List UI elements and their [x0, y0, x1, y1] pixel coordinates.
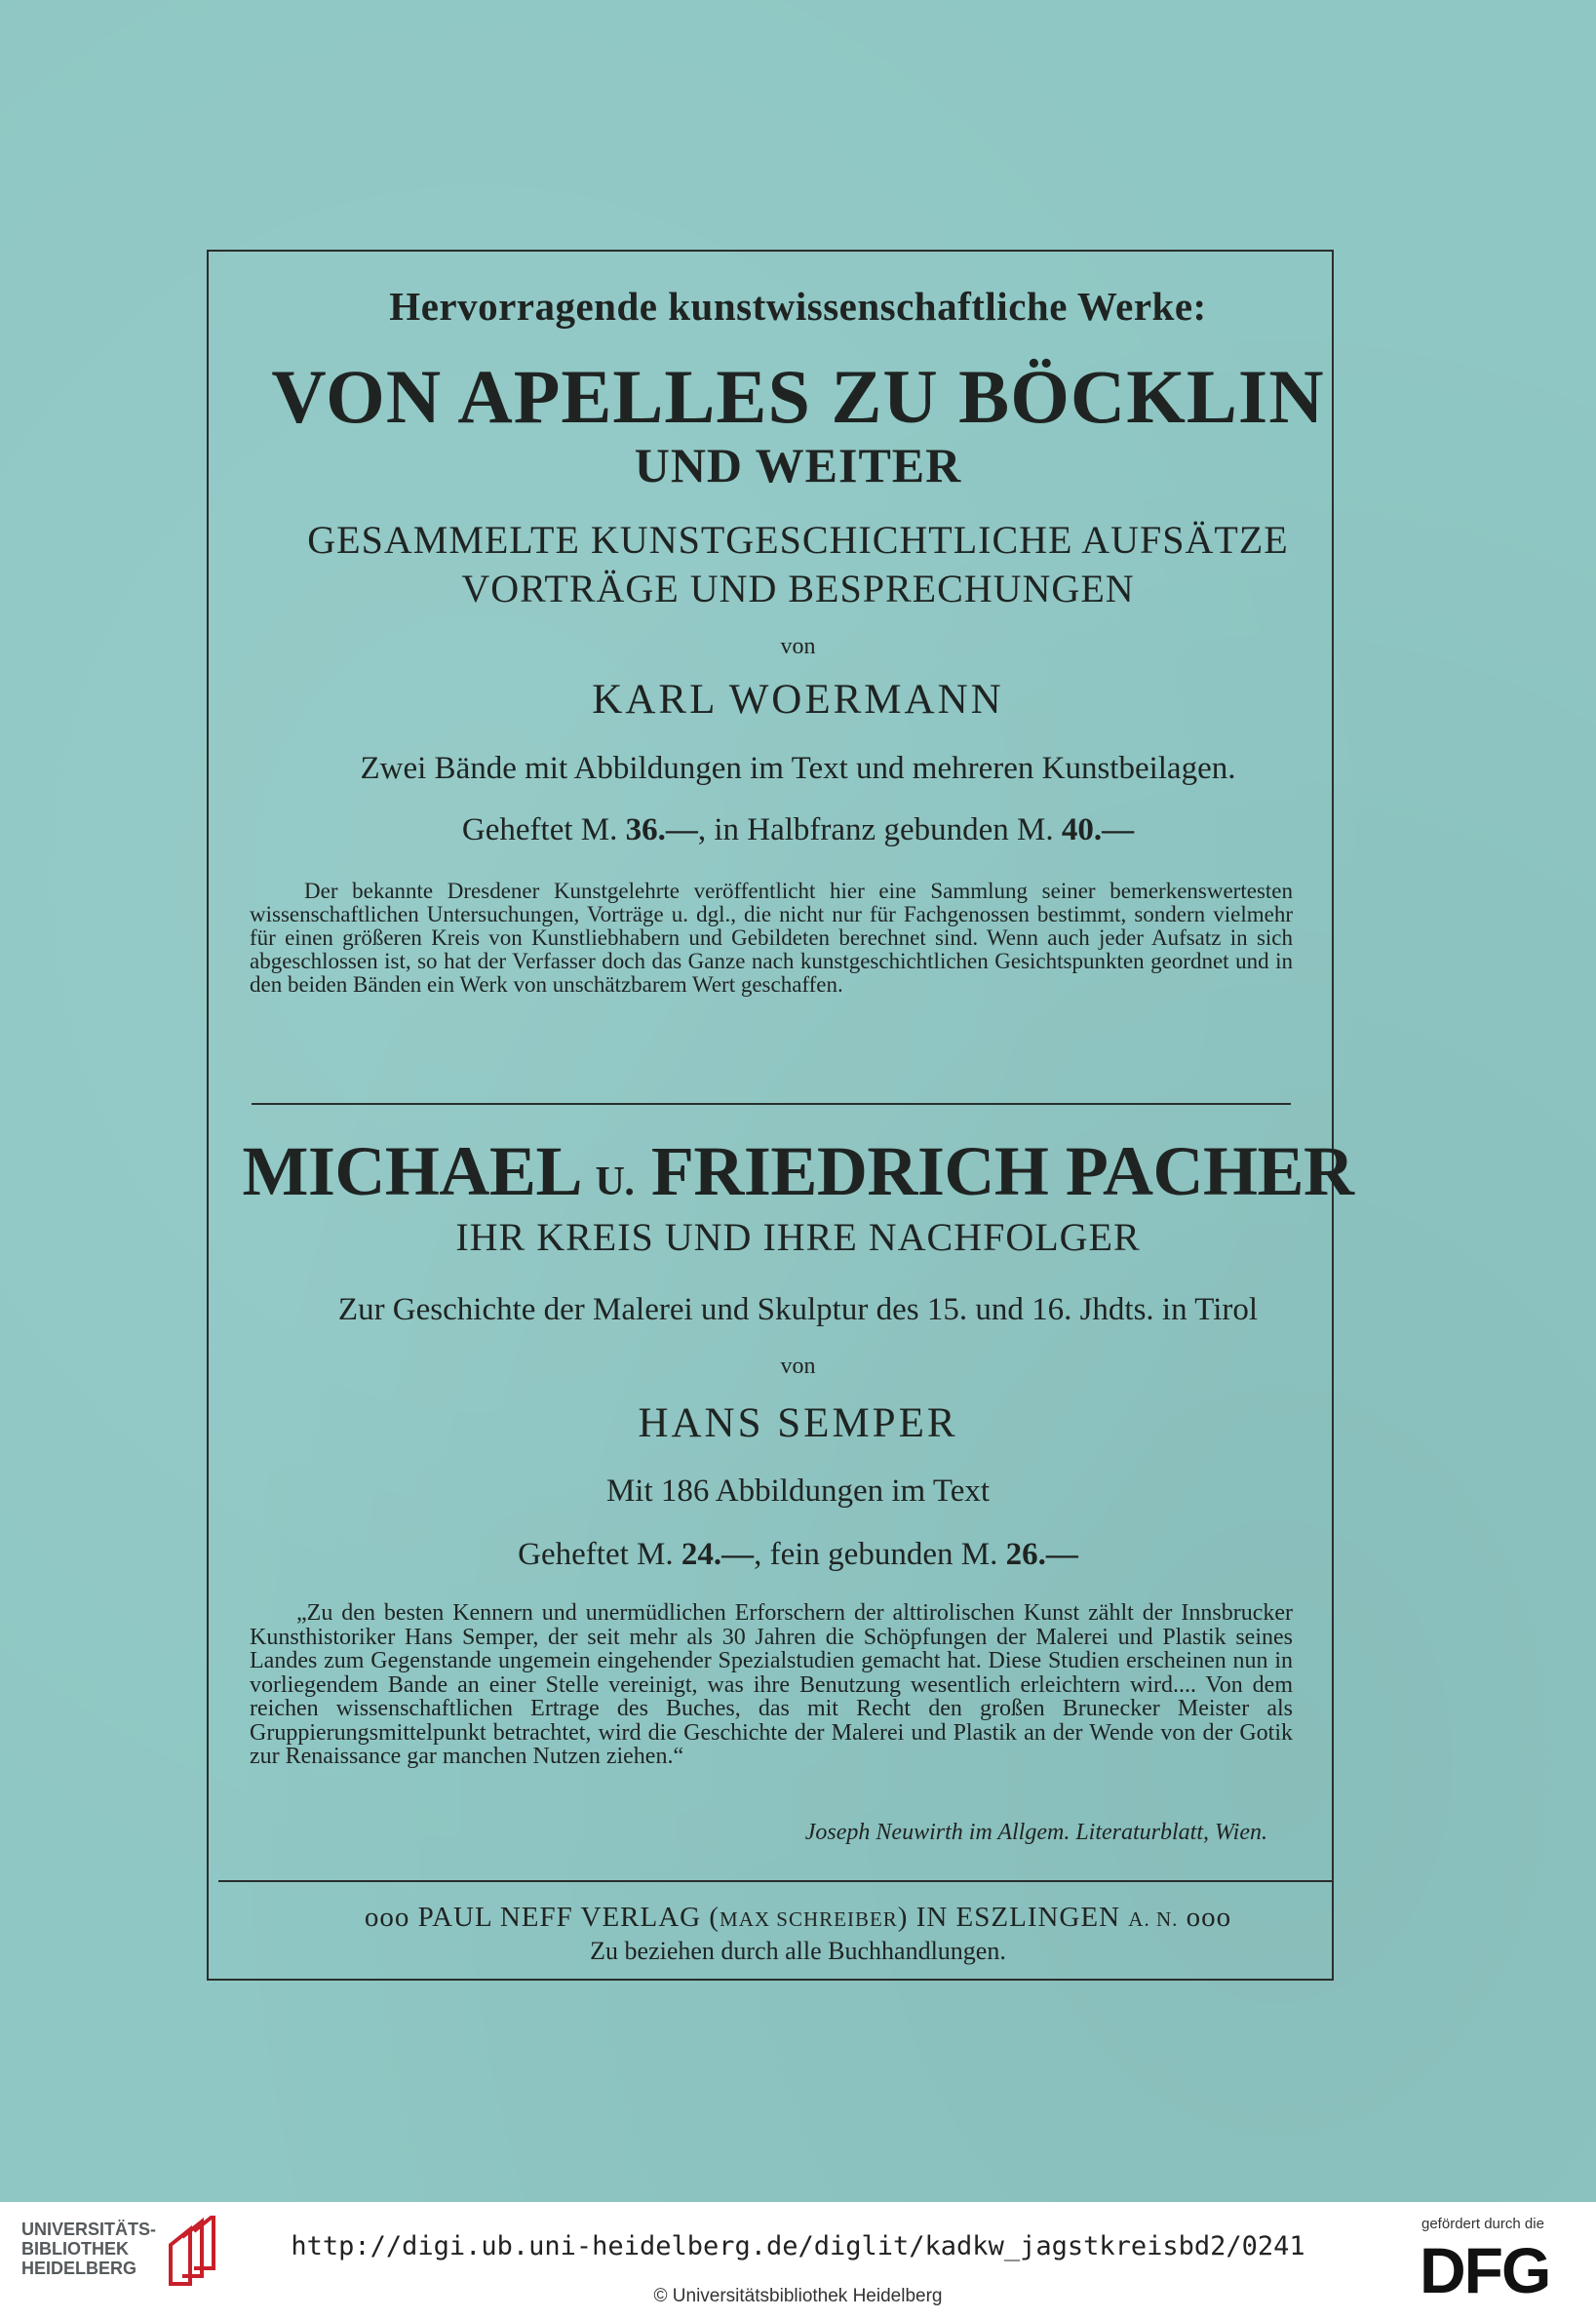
book2-title: MICHAEL U. FRIEDRICH PACHER	[242, 1132, 1354, 1210]
library-name: UNIVERSITÄTS- BIBLIOTHEK HEIDELBERG	[21, 2220, 157, 2278]
permalink-url[interactable]: http://digi.ub.uni-heidelberg.de/diglit/kadkw_jagstkreisbd2/0241	[291, 2231, 1305, 2261]
book1-title: VON APELLES ZU BÖCKLIN	[271, 354, 1325, 439]
book1-price: Geheftet M. 36.—, in Halbfranz gebunden M. 40.—	[461, 812, 1135, 847]
ad-headline: Hervorragende kunstwissenschaftliche Werke:	[389, 284, 1207, 329]
book2-title-continuation: IHR KREIS UND IHRE NACHFOLGER	[455, 1215, 1141, 1259]
section-divider	[252, 1103, 1291, 1105]
book2-review-quote: „Zu den besten Kennern und unermüdlichen Erforschern der alttirolischen Kunst zählt der Innsbrucker Kunsthistoriker Hans Semper, der seit mehr als 30 Jahren die Schöpfungen der Malerei und Plastik seines Landes zum Gegenstande ungemein eingehender Spezialstudien gemacht hat. Diese Studien erscheinen nun in vorliegendem Bande an einer Stelle vereinigt, was ihre Benutzung wesentlich erleichtern wird.... Von dem reichen wissenschaftlichen Ertrage des Buches, das mit Recht den großen Brunecker Meister als Gruppierungsmittelpunkt betrachtet, wird die Geschichte der Malerei und Plastik an der Wende von der Gotik zur Renaissance gar manchen Nutzen ziehen.“	[250, 1600, 1293, 1769]
book2-subtitle: Zur Geschichte der Malerei und Skulptur des 15. und 16. Jhdts. in Tirol	[337, 1292, 1259, 1327]
copyright-notice: © Universitätsbibliothek Heidelberg	[653, 2286, 943, 2306]
book2-price: Geheftet M. 24.—, fein gebunden M. 26.—	[518, 1537, 1078, 1572]
book1-subtitle-line2: VORTRÄGE UND BESPRECHUNGEN	[461, 567, 1135, 610]
funding-caption: gefördert durch die	[1421, 2216, 1544, 2232]
book1-by: von	[780, 634, 816, 659]
book1-subtitle-line1: GESAMMELTE KUNSTGESCHICHTLICHE AUFSÄTZE	[307, 518, 1289, 562]
availability-note: Zu beziehen durch alle Buchhandlungen.	[590, 1937, 1006, 1965]
book1-volumes: Zwei Bände mit Abbildungen im Text und mehreren Kunstbeilagen.	[360, 751, 1236, 786]
publisher-line: ooo PAUL NEFF VERLAG (MAX SCHREIBER) IN ESZLINGEN A. N. ooo	[364, 1902, 1232, 1933]
book2-quote-source: Joseph Neuwirth im Allgem. Literaturblatt, Wien.	[804, 1820, 1267, 1845]
digitization-footer	[0, 2202, 1596, 2319]
book2-illustrations: Mit 186 Abbildungen im Text	[605, 1474, 991, 1509]
book1-description: Der bekannte Dresdener Kunstgelehrte veröffentlicht hier eine Sammlung seiner bemerkenswertesten wissenschaftlichen Untersuchungen, Vorträge u. dgl., die nicht nur für Fachgenossen bestimmt, sondern vielmehr für einen größeren Kreis von Kunstliebhabern und Gebildeten berechnet sind. Wenn auch jeder Aufsatz in sich abgeschlossen ist, so hat der Verfasser doch das Ganze nach kunstgeschichtlichen Gesichtspunkten geordnet und in den beiden Bänden ein Werk von unschätzbarem Wert geschaffen.	[250, 879, 1293, 997]
book1-author: KARL WOERMANN	[592, 677, 1004, 723]
dfg-logo: DFG	[1420, 2234, 1550, 2306]
publisher-divider	[218, 1880, 1334, 1882]
book2-author: HANS SEMPER	[638, 1400, 958, 1446]
book1-title-continuation: UND WEITER	[634, 438, 962, 492]
book2-by: von	[780, 1354, 816, 1379]
